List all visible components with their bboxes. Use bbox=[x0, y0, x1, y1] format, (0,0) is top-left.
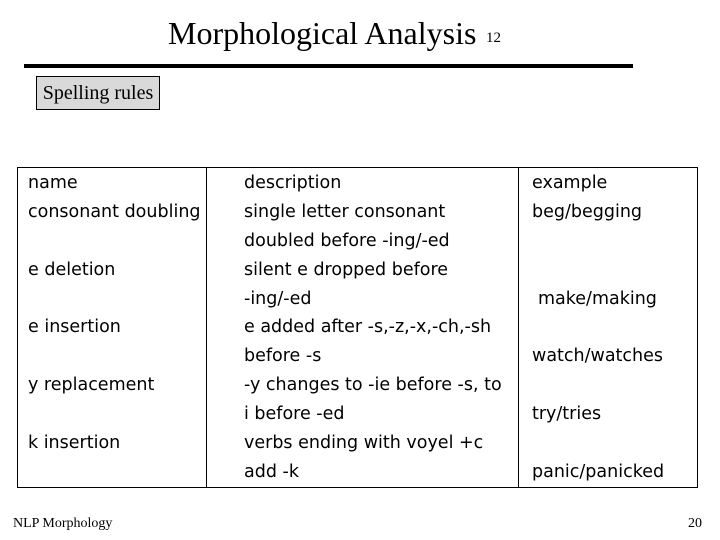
rule-name: y replacement bbox=[28, 375, 155, 395]
section-label-box bbox=[36, 76, 160, 110]
footer-course-label: NLP Morphology bbox=[13, 516, 113, 531]
rule-description: single letter consonant bbox=[244, 202, 446, 222]
rule-example: beg/begging bbox=[532, 202, 643, 222]
rule-name: e deletion bbox=[28, 260, 116, 280]
rule-name: k insertion bbox=[28, 433, 121, 453]
rule-description: before -s bbox=[244, 346, 322, 366]
rule-name: consonant doubling bbox=[28, 202, 201, 222]
spelling-rules-table bbox=[17, 167, 698, 488]
rule-description: doubled before -ing/-ed bbox=[244, 231, 450, 251]
column-divider bbox=[518, 168, 519, 487]
rule-example: try/tries bbox=[532, 404, 602, 424]
rule-name: e insertion bbox=[28, 317, 121, 337]
rule-description: add -k bbox=[244, 462, 299, 482]
rule-example: panic/panicked bbox=[532, 462, 665, 482]
rule-description: i before -ed bbox=[244, 404, 345, 424]
title-divider bbox=[24, 64, 633, 68]
rule-description: verbs ending with voyel +c bbox=[244, 433, 484, 453]
rule-description: -y changes to -ie before -s, to bbox=[244, 375, 502, 395]
rule-example: watch/watches bbox=[532, 346, 664, 366]
rule-description: -ing/-ed bbox=[244, 289, 312, 309]
column-divider bbox=[206, 168, 207, 487]
rule-description: e added after -s,-z,-x,-ch,-sh bbox=[244, 317, 492, 337]
slide-number: 12 bbox=[486, 30, 501, 46]
header-example: example bbox=[532, 173, 608, 193]
slide-title: Morphological Analysis bbox=[168, 15, 477, 51]
footer-page-number: 20 bbox=[688, 516, 702, 531]
rule-description: silent e dropped before bbox=[244, 260, 449, 280]
rule-example: make/making bbox=[538, 289, 657, 309]
header-name: name bbox=[28, 173, 78, 193]
header-description: description bbox=[244, 173, 342, 193]
section-label: Spelling rules bbox=[42, 82, 154, 104]
